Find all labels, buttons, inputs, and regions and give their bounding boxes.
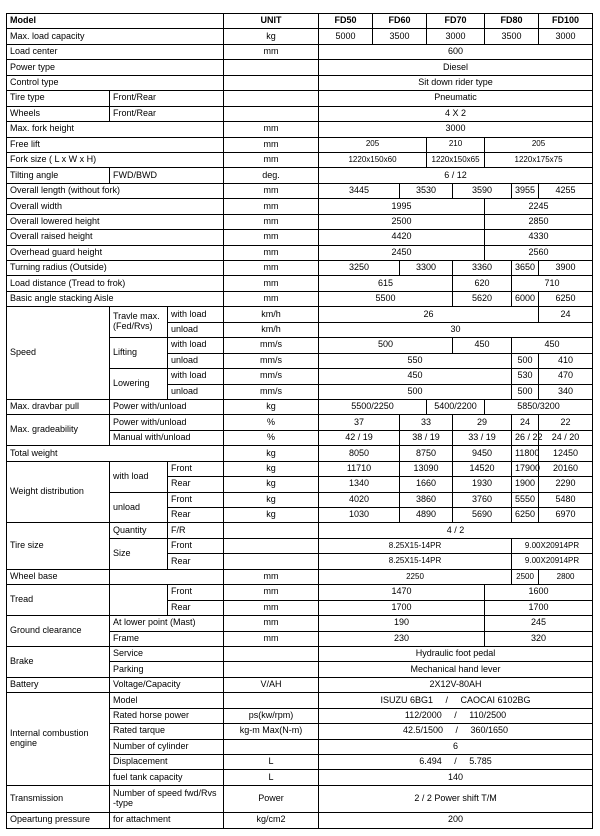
value-cell: 5400/2200: [427, 399, 485, 414]
table-row: [7, 261, 593, 276]
axle-label: Rear: [168, 508, 224, 523]
value-cell: 2250: [319, 569, 512, 584]
row-sublabel: Parking: [110, 662, 224, 677]
row-sublabel: Displacement: [110, 755, 224, 770]
value-cell: 24: [539, 307, 593, 322]
spec-table: [6, 13, 593, 829]
row-sublabel: Power with/unload: [110, 399, 224, 414]
row-label: Max. fork height: [7, 122, 224, 137]
value-cell: 450: [319, 369, 512, 384]
row-label: Basic angle stacking Aisle: [7, 291, 224, 306]
row-label: Wheels: [7, 106, 110, 121]
value-cell: 20160: [539, 461, 593, 476]
value-cell: 9.00X20914PR: [512, 554, 593, 569]
value-cell: 6: [319, 739, 593, 754]
row-label: Max. dravbar pull: [7, 399, 110, 414]
value-cell: 500: [512, 384, 539, 399]
unit-cell: mm: [224, 122, 319, 137]
value-cell: 6.494 / 5.785: [319, 755, 593, 770]
unit-cell: mm: [224, 44, 319, 59]
unit-cell: mm: [224, 137, 319, 152]
condition-label: with load: [168, 338, 224, 353]
table-row: [7, 168, 593, 183]
table-row: [7, 461, 593, 476]
value-cell: 340: [539, 384, 593, 399]
unit-cell: L: [224, 755, 319, 770]
row-label: Overall raised height: [7, 230, 224, 245]
value-cell: 37: [319, 415, 400, 430]
value-cell: 33: [400, 415, 453, 430]
value-cell: 2800: [539, 569, 593, 584]
value-cell: 3860: [400, 492, 453, 507]
model-fd60: FD60: [373, 14, 427, 29]
value-cell: 2850: [485, 214, 593, 229]
value-cell: 1900: [512, 477, 539, 492]
row-label: Load distance (Tread to frok): [7, 276, 224, 291]
table-row: [7, 199, 593, 214]
value-cell: 1600: [485, 585, 593, 600]
table-row: [7, 122, 593, 137]
table-row: [7, 523, 593, 538]
axle-label: Front: [168, 585, 224, 600]
value-cell: 5550: [512, 492, 539, 507]
value-cell: 8050: [319, 446, 400, 461]
unit-cell: deg.: [224, 168, 319, 183]
value-cell: 615: [319, 276, 453, 291]
value-cell: 8.25X15-14PR: [319, 554, 512, 569]
value-cell: 5000: [319, 29, 373, 44]
row-label: Opeartung pressure: [7, 812, 110, 828]
value-cell: ISUZU 6BG1 / CAOCAI 6102BG: [319, 693, 593, 708]
section-label-tread: Tread: [7, 585, 110, 616]
table-row: [7, 569, 593, 584]
row-sublabel: At lower point (Mast): [110, 616, 224, 631]
value-cell: 14520: [453, 461, 512, 476]
value-cell: 205: [485, 137, 593, 152]
value-cell: 200: [319, 812, 593, 828]
row-sublabel: Rated tarque: [110, 724, 224, 739]
value-cell: 3445: [319, 183, 400, 198]
row-label: Transmission: [7, 785, 110, 812]
value-cell: 6250: [512, 508, 539, 523]
value-cell: 4 / 2: [319, 523, 593, 538]
table-row: [7, 812, 593, 828]
table-row: [7, 183, 593, 198]
unit-cell: [224, 75, 319, 90]
row-sublabel: Power with/unload: [110, 415, 224, 430]
row-label: Max. load capacity: [7, 29, 224, 44]
value-cell: 3500: [373, 29, 427, 44]
row-label: Overall lowered height: [7, 214, 224, 229]
value-cell: 6250: [539, 291, 593, 306]
row-label: Total weight: [7, 446, 224, 461]
unit-cell: mm/s: [224, 369, 319, 384]
unit-cell: kg: [224, 399, 319, 414]
row-sublabel: Front/Rear: [110, 106, 224, 121]
value-cell: 620: [453, 276, 512, 291]
unit-cell: mm/s: [224, 353, 319, 368]
unit-cell: [224, 646, 319, 661]
unit-cell: Power: [224, 785, 319, 812]
unit-cell: [224, 523, 319, 538]
row-label: Fork size ( L x W x H): [7, 152, 224, 167]
row-label: Load center: [7, 44, 224, 59]
row-label: Overall length (without fork): [7, 183, 224, 198]
row-label: Power type: [7, 60, 224, 75]
unit-cell: mm: [224, 585, 319, 600]
table-row: [7, 785, 593, 812]
value-cell: 6 / 12: [319, 168, 593, 183]
table-row: [7, 399, 593, 414]
value-cell: 17900: [512, 461, 539, 476]
value-cell: 2500: [512, 569, 539, 584]
row-sublabel: Rated horse power: [110, 708, 224, 723]
section-label-brake: Brake: [7, 646, 110, 677]
value-cell: 3000: [319, 122, 593, 137]
value-cell: 2290: [539, 477, 593, 492]
table-row: [7, 106, 593, 121]
value-cell: 4 X 2: [319, 106, 593, 121]
value-cell: 5850/3200: [485, 399, 593, 414]
model-fd70: FD70: [427, 14, 485, 29]
value-cell: 210: [427, 137, 485, 152]
unit-cell: ps(kw/rpm): [224, 708, 319, 723]
unit-cell: [224, 739, 319, 754]
value-cell: 530: [512, 369, 539, 384]
unit-cell: [224, 106, 319, 121]
row-sublabel: Voltage/Capacity: [110, 677, 224, 692]
condition-label: unload: [168, 353, 224, 368]
value-cell: 24 / 20: [539, 430, 593, 445]
value-cell: 1470: [319, 585, 485, 600]
value-cell: 24: [512, 415, 539, 430]
table-row: [7, 214, 593, 229]
value-cell: 3360: [453, 261, 512, 276]
table-row: [7, 307, 593, 322]
row-sublabel: Service: [110, 646, 224, 661]
unit-cell: kg: [224, 492, 319, 507]
value-cell: 4420: [319, 230, 485, 245]
value-cell: 5500/2250: [319, 399, 427, 414]
value-cell: 2X12V-80AH: [319, 677, 593, 692]
value-cell: 26 / 22: [512, 430, 539, 445]
value-cell: 1660: [400, 477, 453, 492]
value-cell: 450: [453, 338, 512, 353]
table-header-row: [7, 14, 593, 29]
unit-cell: kg-m Max(N-m): [224, 724, 319, 739]
value-cell: 29: [453, 415, 512, 430]
row-label: Tilting angle: [7, 168, 110, 183]
value-cell: 6970: [539, 508, 593, 523]
value-cell: 245: [485, 616, 593, 631]
table-row: [7, 446, 593, 461]
table-row: [7, 291, 593, 306]
unit-cell: mm: [224, 245, 319, 260]
axle-label: Rear: [168, 477, 224, 492]
value-cell: 4890: [400, 508, 453, 523]
sub-label: unload: [110, 492, 168, 523]
value-cell: 5500: [319, 291, 453, 306]
value-cell: 470: [539, 369, 593, 384]
value-cell: 450: [512, 338, 593, 353]
row-sublabel: Model: [110, 693, 224, 708]
row-label: Control type: [7, 75, 224, 90]
value-cell: Hydraulic foot pedal: [319, 646, 593, 661]
condition-label: unload: [168, 322, 224, 337]
row-sublabel: Frame: [110, 631, 224, 646]
value-cell: 5690: [453, 508, 512, 523]
unit-cell: [224, 91, 319, 106]
condition-label: with load: [168, 369, 224, 384]
model-fd80: FD80: [485, 14, 539, 29]
unit-cell: mm: [224, 291, 319, 306]
unit-cell: mm: [224, 261, 319, 276]
value-cell: 4255: [539, 183, 593, 198]
row-sublabel: Manual with/unload: [110, 430, 224, 445]
row-sublabel: Number of speed fwd/Rvs -type: [110, 785, 224, 812]
unit-cell: [224, 554, 319, 569]
value-cell: 4330: [485, 230, 593, 245]
row-sublabel: [110, 569, 224, 584]
value-cell: 3300: [400, 261, 453, 276]
sub-label: with load: [110, 461, 168, 492]
value-cell: 3500: [485, 29, 539, 44]
value-cell: 3650: [512, 261, 539, 276]
unit-cell: mm: [224, 230, 319, 245]
unit-cell: kg: [224, 446, 319, 461]
unit-cell: kg: [224, 461, 319, 476]
row-sublabel: Front/Rear: [110, 91, 224, 106]
value-cell: 33 / 19: [453, 430, 512, 445]
value-cell: 3955: [512, 183, 539, 198]
sub-label-travel: Travle max. (Fed/Rvs): [110, 307, 168, 338]
axle-label: Rear: [168, 554, 224, 569]
unit-cell: mm/s: [224, 338, 319, 353]
sub-label: Size: [110, 538, 168, 569]
unit-cell: km/h: [224, 322, 319, 337]
value-cell: 600: [319, 44, 593, 59]
value-cell: 4020: [319, 492, 400, 507]
unit-cell: [224, 693, 319, 708]
table-row: [7, 152, 593, 167]
row-sublabel: Number of cylinder: [110, 739, 224, 754]
row-label: Max. gradeability: [7, 415, 110, 446]
value-cell: Sit down rider type: [319, 75, 593, 90]
value-cell: 230: [319, 631, 485, 646]
table-row: [7, 693, 593, 708]
value-cell: 500: [512, 353, 539, 368]
model-header: Model: [7, 14, 224, 29]
value-cell: 1700: [485, 600, 593, 615]
table-row: [7, 245, 593, 260]
unit-cell: mm: [224, 276, 319, 291]
row-label: Overhead guard height: [7, 245, 224, 260]
value-cell: 3000: [427, 29, 485, 44]
value-cell: 410: [539, 353, 593, 368]
unit-cell: V/AH: [224, 677, 319, 692]
table-row: [7, 60, 593, 75]
value-cell: 5620: [453, 291, 512, 306]
axle-label: Front: [168, 538, 224, 553]
value-cell: 13090: [400, 461, 453, 476]
value-cell: 112/2000 / 110/2500: [319, 708, 593, 723]
axle-label: Front: [168, 492, 224, 507]
value-cell: 500: [319, 384, 512, 399]
value-cell: 320: [485, 631, 593, 646]
unit-cell: mm: [224, 183, 319, 198]
value-cell: 8750: [400, 446, 453, 461]
value-cell: 3000: [539, 29, 593, 44]
axle-label: Front: [168, 461, 224, 476]
value-cell: 6000: [512, 291, 539, 306]
table-row: [7, 415, 593, 430]
model-fd50: FD50: [319, 14, 373, 29]
sub-label: [110, 585, 168, 616]
row-label: Free lift: [7, 137, 224, 152]
value-cell: 2450: [319, 245, 485, 260]
unit-cell: mm: [224, 152, 319, 167]
value-cell: 1220x150x60: [319, 152, 427, 167]
unit-header: UNIT: [224, 14, 319, 29]
condition-label: unload: [168, 384, 224, 399]
table-row: [7, 585, 593, 600]
section-label-weight: Weight distribution: [7, 461, 110, 523]
row-label: Turning radius (Outside): [7, 261, 224, 276]
value-cell: Pneumatic: [319, 91, 593, 106]
table-row: [7, 44, 593, 59]
value-cell: 3250: [319, 261, 400, 276]
value-cell: 140: [319, 770, 593, 785]
section-label-speed: Speed: [7, 307, 110, 400]
row-label: Overall width: [7, 199, 224, 214]
value-cell: Mechanical hand lever: [319, 662, 593, 677]
value-cell: 3590: [453, 183, 512, 198]
value-cell: 190: [319, 616, 485, 631]
value-cell: 500: [319, 338, 453, 353]
table-row: [7, 137, 593, 152]
value-cell: 3900: [539, 261, 593, 276]
unit-cell: [224, 60, 319, 75]
section-label-tire-size: Tire size: [7, 523, 110, 569]
value-cell: 1220x150x65: [427, 152, 485, 167]
value-cell: 2245: [485, 199, 593, 214]
value-cell: 12450: [539, 446, 593, 461]
section-label-ground-clearance: Ground clearance: [7, 616, 110, 647]
unit-cell: [224, 538, 319, 553]
value-cell: 3760: [453, 492, 512, 507]
value-cell: 2560: [485, 245, 593, 260]
value-cell: 26: [319, 307, 539, 322]
axle-label: Rear: [168, 600, 224, 615]
value-cell: 9450: [453, 446, 512, 461]
table-row: [7, 230, 593, 245]
row-label: Wheel base: [7, 569, 110, 584]
value-cell: 5480: [539, 492, 593, 507]
unit-cell: [224, 662, 319, 677]
unit-cell: mm: [224, 631, 319, 646]
table-row: [7, 91, 593, 106]
row-label: Tire type: [7, 91, 110, 106]
value-cell: 11800: [512, 446, 539, 461]
unit-cell: mm: [224, 600, 319, 615]
table-row: [7, 276, 593, 291]
unit-cell: mm: [224, 199, 319, 214]
row-sublabel: FWD/BWD: [110, 168, 224, 183]
axle-label: F/R: [168, 523, 224, 538]
value-cell: 550: [319, 353, 512, 368]
unit-cell: kg: [224, 508, 319, 523]
value-cell: 205: [319, 137, 427, 152]
value-cell: 1930: [453, 477, 512, 492]
value-cell: 1995: [319, 199, 485, 214]
unit-cell: km/h: [224, 307, 319, 322]
value-cell: 8.25X15-14PR: [319, 538, 512, 553]
value-cell: 22: [539, 415, 593, 430]
unit-cell: %: [224, 415, 319, 430]
sub-label: Quantity: [110, 523, 168, 538]
sub-label-lowering: Lowering: [110, 369, 168, 400]
value-cell: 42 / 19: [319, 430, 400, 445]
value-cell: 2 / 2 Power shift T/M: [319, 785, 593, 812]
value-cell: 1700: [319, 600, 485, 615]
value-cell: 2500: [319, 214, 485, 229]
unit-cell: mm: [224, 569, 319, 584]
row-label: Battery: [7, 677, 110, 692]
table-row: [7, 616, 593, 631]
table-row: [7, 677, 593, 692]
value-cell: 30: [319, 322, 593, 337]
unit-cell: mm: [224, 616, 319, 631]
value-cell: 1220x175x75: [485, 152, 593, 167]
row-sublabel: fuel tank capacity: [110, 770, 224, 785]
unit-cell: mm: [224, 214, 319, 229]
value-cell: 42.5/1500 / 360/1650: [319, 724, 593, 739]
row-sublabel: for attachment: [110, 812, 224, 828]
value-cell: 38 / 19: [400, 430, 453, 445]
value-cell: 3530: [400, 183, 453, 198]
value-cell: 710: [512, 276, 593, 291]
unit-cell: %: [224, 430, 319, 445]
value-cell: 9.00X20914PR: [512, 538, 593, 553]
value-cell: Diesel: [319, 60, 593, 75]
unit-cell: kg: [224, 477, 319, 492]
table-row: [7, 75, 593, 90]
unit-cell: L: [224, 770, 319, 785]
value-cell: 1340: [319, 477, 400, 492]
section-label-engine: Internal combustion engine: [7, 693, 110, 786]
value-cell: 1030: [319, 508, 400, 523]
unit-cell: kg/cm2: [224, 812, 319, 828]
sub-label-lifting: Lifting: [110, 338, 168, 369]
condition-label: with load: [168, 307, 224, 322]
value-cell: 11710: [319, 461, 400, 476]
unit-cell: mm/s: [224, 384, 319, 399]
model-fd100: FD100: [539, 14, 593, 29]
table-row: [7, 646, 593, 661]
unit-cell: kg: [224, 29, 319, 44]
table-row: [7, 29, 593, 44]
